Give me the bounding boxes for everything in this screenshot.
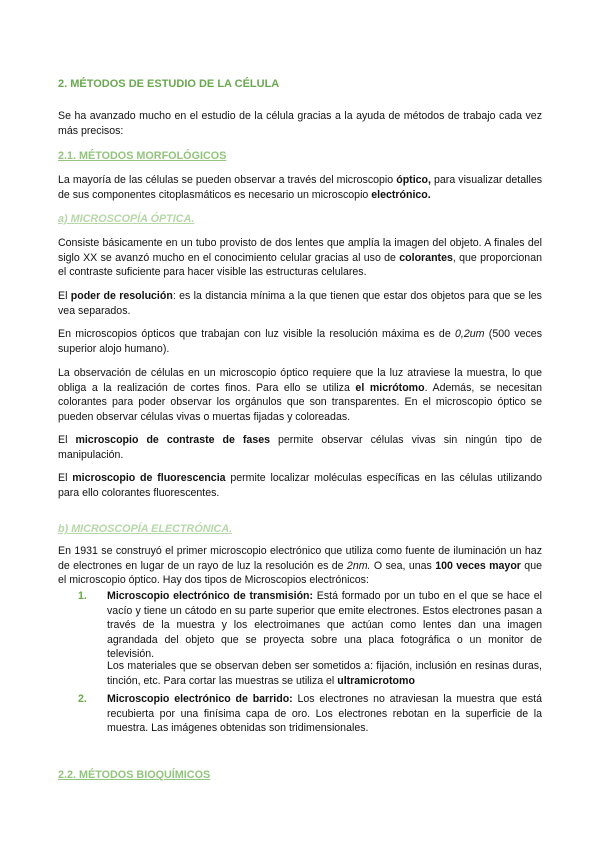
text-run: Está formado por un tubo en el que se hace el vacío y tiene un cátodo en su parte superior que emite electrones. Estos electrones pasan a través de la muestra y los electroimanes que actúan como lentes dan una imagen agrandada del objeto que se proyecta sobre una placa fotográfica o un monitor de televisión. bbox=[107, 590, 542, 661]
electronica-paragraph-1 bbox=[58, 544, 542, 588]
bold-microtomo: el micrótomo bbox=[355, 381, 425, 394]
text-run: Los electrones no atraviesan la muestra que está recubierta por una finísima capa de oro. Los electrones rebotan en la superficie de la muestra. Las imágenes obtenidas son tridimensionales. bbox=[107, 693, 542, 735]
text-run: La observación de células en un microscopio óptico requiere que la luz atraviese la muestra, lo que obliga a la realización de cortes finos. Para ello se utiliza bbox=[58, 367, 542, 394]
microscopia-electronica-heading: b) MICROSCOPÍA ELECTRÓNICA. bbox=[58, 523, 233, 535]
intro-paragraph bbox=[58, 109, 542, 138]
transmision-sub-paragraph bbox=[107, 659, 542, 688]
list-number: 2. bbox=[78, 693, 87, 705]
text-run: Los materiales que se observan deben ser sometidos a: fijación, inclusión en resinas duras, tinción, etc. Para cortar las muestras se utiliza el bbox=[107, 660, 542, 687]
bold-fluorescencia: microscopio de fluorescencia bbox=[72, 472, 226, 484]
text-run: permite observar células vivas sin ningún tipo de manipulación. bbox=[58, 434, 542, 461]
optica-paragraph-3 bbox=[58, 327, 542, 356]
italic-resolution-value: 0,2um bbox=[455, 328, 485, 340]
text-run: En 1931 se construyó el primer microscopio electrónico que utiliza como fuente de iluminación un haz de electrones en lugar de un rayo de luz la resolución es de bbox=[58, 545, 542, 572]
main-heading: 2. MÉTODOS DE ESTUDIO DE LA CÉLULA bbox=[58, 78, 280, 90]
microscopia-optica-heading: a) MICROSCOPÍA ÓPTICA. bbox=[58, 213, 195, 225]
bold-barrido-title: Microscopio electrónico de barrido: bbox=[107, 693, 293, 705]
list-item-barrido bbox=[78, 692, 542, 736]
section-morfologicos-heading: 2.1. MÉTODOS MORFOLÓGICOS bbox=[58, 150, 227, 162]
text-run: En microscopios ópticos que trabajan con luz visible la resolución máxima es de bbox=[58, 328, 456, 340]
text-run: El bbox=[58, 434, 76, 446]
bold-100-veces-mayor: 100 veces mayor bbox=[435, 559, 521, 572]
text-run: Consiste básicamente en un tubo provisto de dos lentes que amplía la imagen del objeto. A finales del siglo XX se avanzó mucho en el conocimiento celular gracias al uso de bbox=[58, 237, 542, 264]
optica-paragraph-5 bbox=[58, 433, 542, 462]
text-run: permite localizar moléculas específicas en las células utilizando para ello colorantes fluorescentes. bbox=[58, 472, 543, 499]
optica-paragraph-2 bbox=[58, 289, 542, 318]
list-item-body bbox=[78, 589, 542, 662]
bold-colorantes: colorantes bbox=[399, 251, 453, 264]
optica-paragraph-1 bbox=[58, 236, 542, 280]
text-run: para visualizar detalles de sus componentes citoplasmáticos es necesario un microscopio bbox=[58, 174, 543, 201]
text-run: El bbox=[58, 290, 71, 302]
list-item-transmision bbox=[78, 589, 542, 662]
text-run: : es la distancia mínima a la que tienen que estar dos objetos para que se les vea separados. bbox=[58, 290, 542, 317]
bold-poder-resolucion: poder de resolución bbox=[70, 290, 173, 302]
morfologicos-paragraph bbox=[58, 173, 542, 202]
list-item-body bbox=[78, 692, 542, 736]
text-run: (500 veces superior alojo humano). bbox=[58, 328, 542, 355]
text-run: O sea, unas bbox=[370, 559, 436, 572]
bold-ultramicrotomo: ultramicrotomo bbox=[337, 674, 415, 687]
text-run: . Además, se necesitan colorantes para poder observar los orgánulos que son transparentes. En el microscopio óptico se pueden observar células vivas o muertas fijadas y coloreadas. bbox=[58, 381, 542, 423]
optica-paragraph-6 bbox=[58, 471, 542, 500]
text-run: que el microscopio óptico. Hay dos tipos de Microscopios electrónicos: bbox=[58, 559, 542, 587]
text-run: La mayoría de las células se pueden observar a través del microscopio bbox=[58, 174, 397, 186]
bold-optico: óptico, bbox=[396, 174, 431, 186]
text-run: , que proporcionan el contraste suficiente para hacer visible las estructuras celulares. bbox=[58, 251, 542, 279]
text-run: El bbox=[58, 472, 73, 484]
optica-paragraph-4 bbox=[58, 366, 542, 424]
italic-resolution-2nm: 2nm. bbox=[346, 559, 371, 572]
bold-transmision-title: Microscopio electrónico de transmisión: bbox=[107, 590, 314, 602]
section-bioquimicos-heading: 2.2. MÉTODOS BIOQUÍMICOS bbox=[58, 769, 211, 781]
list-number: 1. bbox=[78, 590, 87, 602]
intro-text: Se ha avanzado mucho en el estudio de la célula gracias a la ayuda de métodos de trabajo cada vez más precisos: bbox=[58, 110, 542, 137]
bold-contraste-fases: microscopio de contraste de fases bbox=[75, 434, 270, 446]
bold-electronico: electrónico. bbox=[371, 188, 431, 201]
